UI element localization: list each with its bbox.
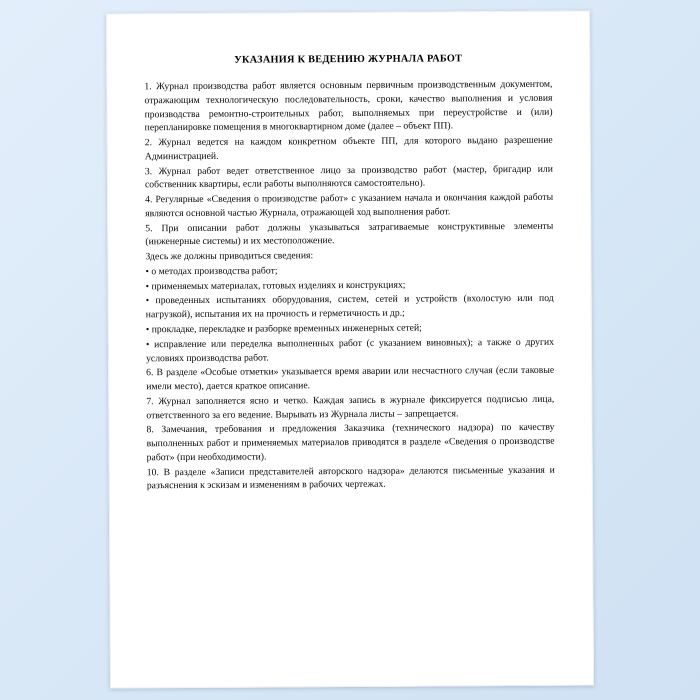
bullet-item-3: • проведенных испытаниях оборудования, систем, сетей и устройств (вхолостую или под нагрузкой), испытания их на прочность и герметичность и др.; [145, 293, 554, 321]
paragraph-5: 5. При описании работ должны указываться затрагиваемые конструктивные элементы (инженерные системы) и их местоположение. [145, 220, 554, 248]
bullet-item-1: • о методах производства работ; [145, 265, 278, 278]
document-body [140, 78, 559, 494]
paragraph-7: 7. Журнал заполняется ясно и четко. Каждая запись в журнале фиксируется подписью лица, ответственного за его ведение. Вырывать из Журнала листы – запрещается. [146, 393, 555, 421]
paragraph-6: 6. В разделе «Особые отметки» указывается время аварии или несчастного случая (если таковые имели место), дается краткое описание. [146, 365, 555, 393]
bullet-item-2: • применяемых материалах, готовых изделиях и конструкциях; [145, 279, 406, 292]
paragraph-10: 10. В разделе «Записи представителей авторского надзора» делаются письменные указания и разъяснения к эскизам и изменениям в рабочих чертежах. [146, 464, 555, 492]
paragraph-3: 3. Журнал работ ведет ответственное лицо за производство работ (мастер, бригадир или собственник квартиры, если работы выполняются самостоятельно). [144, 163, 553, 191]
bullet-item-5: • исправление или переделка выполненных работ (с указанием виновных); а также о других условиях производства работ. [145, 336, 554, 364]
paragraph-2: 2. Журнал ведется на каждом конкретном объекте ПП, для которого выдано разрешение Администрацией. [144, 134, 553, 163]
paragraph-8: 8. Замечания, требования и предложения Заказчика (технического надзора) по качеству выполненных работ и применяемых материалов приводятся в разделе «Сведения о производстве работ» (при необходимости). [146, 422, 555, 464]
paragraph-4: 4. Регулярные «Сведения о производстве работ» с указанием начала и окончания каждой работы являются основной частью Журнала, отражающей ход выполнения работ. [145, 191, 554, 220]
document-sheet [106, 11, 594, 689]
bullet-item-4: • прокладке, перекладке и разборке временных инженерных сетей; [145, 322, 422, 336]
bullet-list-lead-in: Здесь же должны приводиться сведения: [145, 250, 314, 263]
paragraph-1: 1. Журнал производства работ является основным первичным производственным документом, отражающим технологическую последовательность, сроки, качество выполнения и условия производства ремонтно-строительных работ, выполняемых при переустройстве и (или) перепланировке помещения в многоквартирном доме (далее – объект ПП). [144, 78, 553, 134]
page-title: УКАЗАНИЯ К ВЕДЕНИЮ ЖУРНАЛА РАБОТ [234, 53, 463, 66]
